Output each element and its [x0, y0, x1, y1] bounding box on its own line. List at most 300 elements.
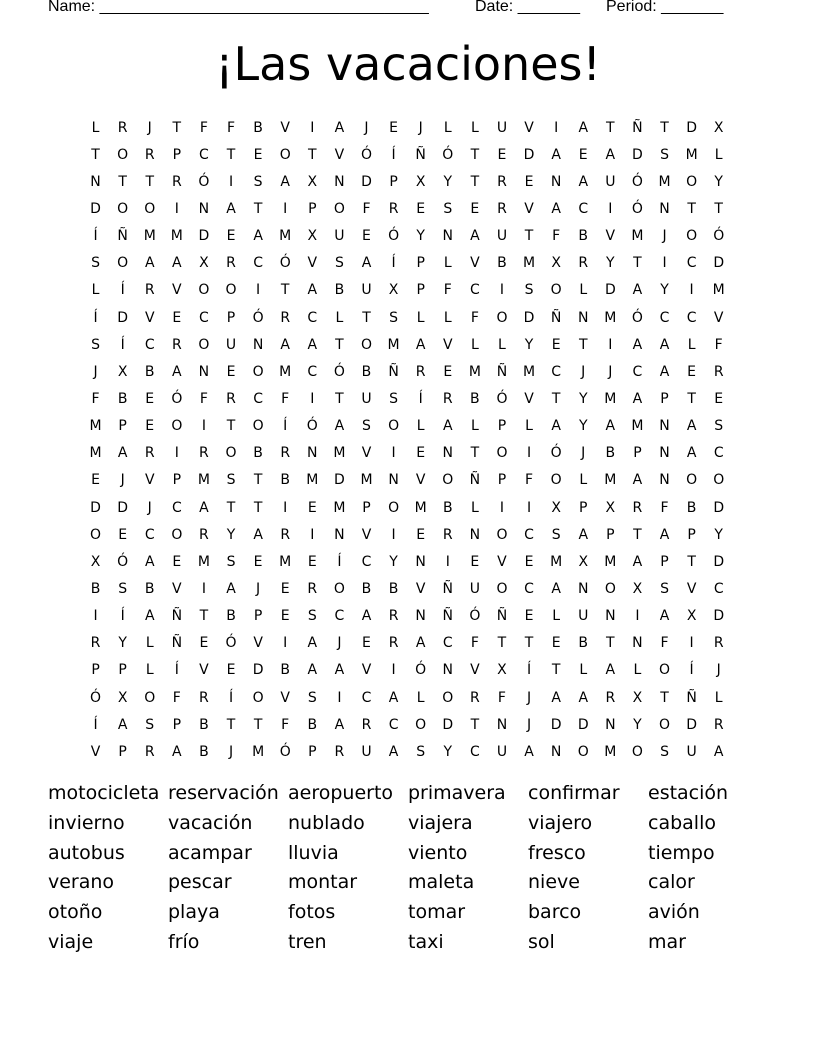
grid-cell[interactable]: N: [334, 173, 345, 190]
grid-cell[interactable]: R: [605, 689, 616, 706]
grid-cell[interactable]: X: [90, 553, 101, 570]
grid-cell[interactable]: A: [144, 553, 155, 570]
grid-cell[interactable]: M: [306, 472, 319, 489]
grid-cell[interactable]: A: [442, 418, 453, 435]
grid-cell[interactable]: T: [578, 336, 588, 353]
grid-cell[interactable]: A: [144, 255, 155, 272]
grid-cell[interactable]: A: [551, 146, 561, 163]
grid-cell[interactable]: A: [632, 336, 643, 353]
grid-cell[interactable]: E: [91, 472, 100, 489]
grid-cell[interactable]: Ó: [198, 173, 210, 190]
grid-cell[interactable]: O: [171, 526, 183, 543]
grid-cell[interactable]: C: [551, 363, 562, 380]
grid-cell[interactable]: B: [470, 390, 480, 407]
grid-cell[interactable]: E: [226, 228, 236, 245]
grid-cell[interactable]: D: [713, 608, 725, 625]
grid-cell[interactable]: V: [470, 662, 480, 679]
grid-cell[interactable]: C: [199, 146, 209, 163]
grid-cell[interactable]: E: [253, 146, 263, 163]
grid-cell[interactable]: V: [307, 255, 318, 272]
grid-cell[interactable]: D: [117, 499, 129, 516]
grid-cell[interactable]: D: [198, 228, 210, 245]
grid-cell[interactable]: F: [443, 282, 452, 299]
grid-cell[interactable]: C: [171, 499, 182, 516]
grid-cell[interactable]: B: [199, 716, 209, 733]
grid-cell[interactable]: M: [468, 363, 481, 380]
grid-cell[interactable]: V: [686, 580, 697, 597]
grid-cell[interactable]: O: [577, 743, 589, 760]
grid-cell[interactable]: Ñ: [415, 146, 426, 163]
grid-cell[interactable]: O: [659, 662, 671, 679]
grid-cell[interactable]: P: [308, 743, 317, 760]
grid-cell[interactable]: R: [415, 363, 426, 380]
grid-cell[interactable]: E: [362, 228, 371, 245]
grid-cell[interactable]: A: [605, 662, 616, 679]
grid-cell[interactable]: L: [552, 608, 561, 625]
grid-cell[interactable]: S: [334, 255, 344, 272]
grid-cell[interactable]: R: [144, 146, 155, 163]
grid-cell[interactable]: X: [415, 173, 426, 190]
grid-cell[interactable]: R: [144, 445, 155, 462]
grid-cell[interactable]: O: [117, 146, 129, 163]
period-field[interactable]: Period: _______: [606, 0, 724, 15]
grid-cell[interactable]: T: [199, 608, 209, 625]
grid-cell[interactable]: Y: [118, 635, 127, 652]
grid-cell[interactable]: V: [442, 336, 453, 353]
grid-cell[interactable]: U: [361, 282, 372, 299]
grid-cell[interactable]: D: [90, 200, 101, 217]
grid-cell[interactable]: L: [416, 418, 425, 435]
grid-cell[interactable]: O: [604, 580, 616, 597]
grid-cell[interactable]: R: [497, 200, 507, 217]
grid-cell[interactable]: P: [118, 743, 127, 760]
grid-cell[interactable]: A: [334, 662, 345, 679]
grid-cell[interactable]: D: [90, 499, 101, 516]
grid-cell[interactable]: I: [499, 282, 505, 299]
grid-cell[interactable]: O: [198, 282, 210, 299]
grid-cell[interactable]: I: [283, 635, 288, 652]
grid-cell[interactable]: N: [577, 309, 589, 326]
grid-cell[interactable]: N: [442, 228, 453, 245]
grid-cell[interactable]: A: [632, 472, 643, 489]
grid-cell[interactable]: Ó: [713, 228, 725, 245]
grid-cell[interactable]: I: [310, 119, 315, 136]
grid-cell[interactable]: F: [362, 200, 371, 217]
grid-cell[interactable]: T: [551, 662, 561, 679]
grid-cell[interactable]: Ñ: [496, 363, 508, 380]
grid-cell[interactable]: M: [279, 228, 292, 245]
grid-cell[interactable]: P: [416, 282, 425, 299]
grid-cell[interactable]: T: [470, 173, 480, 190]
grid-cell[interactable]: Y: [633, 716, 642, 733]
grid-cell[interactable]: E: [524, 173, 534, 190]
grid-cell[interactable]: N: [442, 445, 453, 462]
grid-cell[interactable]: J: [147, 499, 152, 516]
grid-cell[interactable]: M: [279, 363, 292, 380]
grid-cell[interactable]: U: [578, 608, 589, 625]
grid-cell[interactable]: A: [551, 200, 561, 217]
grid-cell[interactable]: E: [172, 309, 182, 326]
grid-cell[interactable]: C: [253, 390, 263, 407]
grid-cell[interactable]: D: [117, 309, 129, 326]
grid-cell[interactable]: T: [687, 553, 696, 570]
grid-cell[interactable]: V: [144, 472, 155, 489]
grid-cell[interactable]: Í: [228, 689, 234, 706]
grid-cell[interactable]: A: [686, 418, 697, 435]
grid-cell[interactable]: A: [226, 580, 236, 597]
grid-cell[interactable]: T: [606, 119, 615, 136]
grid-cell[interactable]: A: [605, 146, 616, 163]
grid-cell[interactable]: Í: [391, 146, 396, 163]
grid-cell[interactable]: Í: [93, 309, 98, 326]
grid-cell[interactable]: E: [551, 635, 561, 652]
grid-cell[interactable]: P: [118, 662, 127, 679]
grid-cell[interactable]: B: [361, 580, 372, 597]
grid-cell[interactable]: A: [280, 173, 290, 190]
grid-cell[interactable]: M: [414, 499, 427, 516]
grid-cell[interactable]: U: [225, 336, 237, 353]
grid-cell[interactable]: E: [145, 418, 155, 435]
grid-cell[interactable]: J: [716, 662, 721, 679]
grid-cell[interactable]: S: [226, 553, 236, 570]
grid-cell[interactable]: N: [605, 608, 616, 625]
grid-cell[interactable]: T: [253, 472, 263, 489]
grid-cell[interactable]: T: [470, 146, 480, 163]
grid-cell[interactable]: R: [713, 716, 724, 733]
grid-cell[interactable]: A: [551, 418, 561, 435]
grid-cell[interactable]: M: [604, 472, 617, 489]
grid-cell[interactable]: P: [308, 200, 317, 217]
grid-cell[interactable]: C: [253, 255, 263, 272]
grid-cell[interactable]: T: [335, 390, 344, 407]
grid-cell[interactable]: R: [334, 743, 345, 760]
grid-cell[interactable]: I: [201, 580, 206, 597]
grid-cell[interactable]: T: [253, 716, 263, 733]
grid-cell[interactable]: T: [714, 200, 723, 217]
grid-cell[interactable]: X: [117, 363, 128, 380]
grid-cell[interactable]: A: [632, 282, 643, 299]
grid-cell[interactable]: Y: [443, 173, 453, 190]
grid-cell[interactable]: E: [416, 445, 426, 462]
grid-cell[interactable]: V: [415, 472, 426, 489]
grid-cell[interactable]: T: [687, 200, 696, 217]
grid-cell[interactable]: V: [144, 309, 155, 326]
grid-cell[interactable]: N: [659, 445, 670, 462]
grid-cell[interactable]: V: [253, 635, 263, 652]
grid-cell[interactable]: E: [443, 363, 453, 380]
grid-cell[interactable]: E: [226, 363, 236, 380]
grid-cell[interactable]: O: [388, 499, 400, 516]
grid-cell[interactable]: A: [415, 336, 426, 353]
grid-cell[interactable]: E: [416, 200, 426, 217]
grid-cell[interactable]: L: [714, 689, 723, 706]
grid-cell[interactable]: F: [660, 635, 669, 652]
grid-cell[interactable]: V: [713, 309, 724, 326]
grid-cell[interactable]: I: [689, 282, 694, 299]
grid-cell[interactable]: S: [362, 418, 371, 435]
grid-cell[interactable]: B: [253, 445, 263, 462]
grid-cell[interactable]: L: [579, 282, 588, 299]
grid-cell[interactable]: E: [551, 336, 561, 353]
grid-cell[interactable]: I: [93, 608, 98, 625]
grid-cell[interactable]: L: [91, 282, 100, 299]
grid-cell[interactable]: F: [660, 499, 669, 516]
grid-cell[interactable]: V: [361, 662, 372, 679]
grid-cell[interactable]: V: [90, 743, 101, 760]
grid-cell[interactable]: O: [117, 200, 129, 217]
grid-cell[interactable]: A: [307, 336, 318, 353]
grid-cell[interactable]: R: [632, 499, 643, 516]
grid-cell[interactable]: R: [713, 363, 724, 380]
grid-cell[interactable]: E: [362, 635, 371, 652]
grid-cell[interactable]: T: [633, 255, 642, 272]
grid-cell[interactable]: T: [687, 390, 696, 407]
grid-cell[interactable]: T: [524, 228, 534, 245]
grid-cell[interactable]: M: [631, 418, 644, 435]
grid-cell[interactable]: J: [418, 119, 423, 136]
grid-cell[interactable]: A: [415, 635, 426, 652]
grid-cell[interactable]: O: [360, 336, 372, 353]
grid-cell[interactable]: Y: [226, 526, 236, 543]
grid-cell[interactable]: P: [497, 418, 507, 435]
grid-cell[interactable]: I: [174, 445, 179, 462]
grid-cell[interactable]: U: [361, 390, 372, 407]
grid-cell[interactable]: F: [281, 390, 290, 407]
grid-cell[interactable]: Ñ: [442, 580, 453, 597]
grid-cell[interactable]: Ñ: [388, 363, 399, 380]
grid-cell[interactable]: T: [660, 119, 669, 136]
grid-cell[interactable]: V: [172, 580, 182, 597]
grid-cell[interactable]: O: [415, 716, 427, 733]
grid-cell[interactable]: A: [686, 445, 697, 462]
grid-cell[interactable]: B: [686, 499, 697, 516]
grid-cell[interactable]: O: [659, 716, 671, 733]
grid-cell[interactable]: L: [633, 662, 642, 679]
grid-cell[interactable]: Ó: [306, 418, 318, 435]
grid-cell[interactable]: E: [199, 635, 209, 652]
grid-cell[interactable]: V: [334, 146, 345, 163]
grid-cell[interactable]: P: [226, 309, 236, 326]
grid-cell[interactable]: A: [524, 743, 534, 760]
grid-cell[interactable]: O: [252, 689, 264, 706]
grid-cell[interactable]: N: [469, 526, 481, 543]
grid-cell[interactable]: T: [633, 526, 642, 543]
grid-cell[interactable]: D: [361, 173, 372, 190]
grid-cell[interactable]: A: [578, 689, 589, 706]
grid-cell[interactable]: D: [334, 472, 345, 489]
grid-cell[interactable]: D: [523, 146, 535, 163]
grid-cell[interactable]: B: [117, 390, 128, 407]
grid-cell[interactable]: Í: [93, 716, 98, 733]
grid-cell[interactable]: A: [605, 418, 616, 435]
grid-cell[interactable]: M: [523, 363, 536, 380]
grid-cell[interactable]: E: [497, 146, 507, 163]
grid-cell[interactable]: V: [280, 689, 290, 706]
grid-cell[interactable]: B: [388, 580, 399, 597]
grid-cell[interactable]: J: [147, 119, 152, 136]
grid-cell[interactable]: E: [416, 526, 426, 543]
grid-cell[interactable]: A: [172, 255, 182, 272]
grid-cell[interactable]: V: [497, 553, 507, 570]
grid-cell[interactable]: T: [172, 119, 182, 136]
grid-cell[interactable]: M: [712, 282, 725, 299]
grid-cell[interactable]: S: [118, 580, 128, 597]
grid-cell[interactable]: T: [226, 146, 236, 163]
grid-cell[interactable]: P: [172, 716, 182, 733]
grid-cell[interactable]: F: [552, 228, 561, 245]
grid-cell[interactable]: X: [117, 689, 128, 706]
grid-cell[interactable]: S: [389, 390, 399, 407]
grid-cell[interactable]: D: [550, 716, 562, 733]
grid-cell[interactable]: U: [334, 228, 345, 245]
grid-cell[interactable]: D: [442, 716, 454, 733]
grid-cell[interactable]: L: [579, 662, 588, 679]
grid-cell[interactable]: L: [470, 418, 479, 435]
grid-cell[interactable]: P: [633, 445, 642, 462]
grid-cell[interactable]: Y: [416, 228, 425, 245]
grid-cell[interactable]: V: [280, 119, 290, 136]
grid-cell[interactable]: P: [606, 526, 615, 543]
grid-cell[interactable]: S: [91, 336, 100, 353]
grid-cell[interactable]: I: [391, 445, 396, 462]
grid-cell[interactable]: O: [631, 743, 643, 760]
grid-cell[interactable]: B: [361, 363, 372, 380]
grid-cell[interactable]: E: [578, 146, 588, 163]
grid-cell[interactable]: V: [524, 119, 534, 136]
grid-cell[interactable]: O: [496, 580, 508, 597]
grid-cell[interactable]: M: [604, 390, 617, 407]
grid-cell[interactable]: T: [226, 716, 236, 733]
grid-cell[interactable]: Ó: [279, 255, 291, 272]
grid-cell[interactable]: A: [117, 716, 128, 733]
grid-cell[interactable]: T: [362, 309, 371, 326]
grid-cell[interactable]: S: [226, 472, 236, 489]
grid-cell[interactable]: P: [91, 662, 100, 679]
grid-cell[interactable]: A: [172, 363, 182, 380]
grid-cell[interactable]: I: [526, 499, 532, 516]
grid-cell[interactable]: R: [199, 526, 209, 543]
grid-cell[interactable]: N: [496, 716, 508, 733]
grid-cell[interactable]: A: [253, 526, 263, 543]
grid-cell[interactable]: I: [283, 499, 288, 516]
grid-cell[interactable]: O: [496, 526, 508, 543]
grid-cell[interactable]: S: [443, 200, 453, 217]
grid-cell[interactable]: S: [145, 716, 155, 733]
grid-cell[interactable]: Ó: [171, 390, 183, 407]
grid-cell[interactable]: T: [253, 499, 263, 516]
grid-cell[interactable]: L: [443, 255, 452, 272]
grid-cell[interactable]: I: [689, 635, 694, 652]
grid-cell[interactable]: V: [470, 255, 480, 272]
grid-cell[interactable]: R: [199, 445, 209, 462]
grid-cell[interactable]: C: [361, 689, 372, 706]
grid-cell[interactable]: B: [578, 228, 589, 245]
grid-cell[interactable]: M: [170, 228, 183, 245]
grid-cell[interactable]: Í: [391, 255, 396, 272]
grid-cell[interactable]: I: [608, 200, 613, 217]
grid-cell[interactable]: J: [93, 363, 98, 380]
grid-cell[interactable]: F: [226, 119, 236, 136]
grid-cell[interactable]: N: [388, 472, 399, 489]
grid-cell[interactable]: C: [524, 526, 534, 543]
grid-cell[interactable]: Y: [714, 526, 723, 543]
grid-cell[interactable]: T: [145, 173, 155, 190]
grid-cell[interactable]: U: [469, 580, 480, 597]
grid-cell[interactable]: I: [201, 418, 206, 435]
grid-cell[interactable]: Y: [443, 743, 453, 760]
grid-cell[interactable]: E: [307, 553, 317, 570]
grid-cell[interactable]: Ó: [631, 200, 643, 217]
grid-cell[interactable]: O: [171, 418, 183, 435]
grid-cell[interactable]: I: [256, 282, 261, 299]
grid-cell[interactable]: R: [469, 689, 480, 706]
grid-cell[interactable]: D: [604, 282, 616, 299]
grid-cell[interactable]: C: [144, 526, 155, 543]
grid-cell[interactable]: Ó: [90, 689, 102, 706]
grid-cell[interactable]: B: [199, 743, 209, 760]
grid-cell[interactable]: S: [253, 173, 263, 190]
grid-cell[interactable]: U: [361, 743, 372, 760]
grid-cell[interactable]: O: [90, 526, 102, 543]
grid-cell[interactable]: O: [686, 173, 698, 190]
grid-cell[interactable]: A: [199, 499, 209, 516]
grid-cell[interactable]: Y: [606, 255, 615, 272]
grid-cell[interactable]: O: [388, 418, 400, 435]
grid-cell[interactable]: P: [497, 472, 507, 489]
grid-cell[interactable]: C: [686, 255, 697, 272]
grid-cell[interactable]: O: [279, 146, 291, 163]
grid-cell[interactable]: R: [442, 526, 453, 543]
grid-cell[interactable]: Ñ: [686, 689, 697, 706]
grid-cell[interactable]: I: [228, 173, 234, 190]
grid-cell[interactable]: L: [470, 119, 479, 136]
grid-cell[interactable]: Y: [389, 553, 398, 570]
grid-cell[interactable]: T: [524, 635, 534, 652]
grid-cell[interactable]: T: [551, 390, 561, 407]
grid-cell[interactable]: L: [687, 336, 696, 353]
grid-cell[interactable]: P: [253, 608, 263, 625]
grid-cell[interactable]: P: [687, 526, 696, 543]
grid-cell[interactable]: D: [523, 309, 535, 326]
grid-cell[interactable]: C: [686, 309, 697, 326]
grid-cell[interactable]: F: [281, 716, 290, 733]
grid-cell[interactable]: B: [307, 716, 318, 733]
grid-cell[interactable]: B: [578, 635, 589, 652]
grid-cell[interactable]: R: [171, 336, 182, 353]
grid-cell[interactable]: B: [144, 580, 155, 597]
grid-cell[interactable]: Í: [174, 662, 179, 679]
grid-cell[interactable]: E: [145, 390, 155, 407]
grid-cell[interactable]: V: [361, 445, 372, 462]
grid-cell[interactable]: X: [713, 119, 724, 136]
grid-cell[interactable]: T: [497, 635, 507, 652]
grid-cell[interactable]: A: [659, 526, 670, 543]
grid-cell[interactable]: Ó: [442, 146, 454, 163]
grid-cell[interactable]: E: [687, 363, 697, 380]
grid-cell[interactable]: R: [280, 309, 291, 326]
grid-cell[interactable]: O: [496, 309, 508, 326]
grid-cell[interactable]: Ñ: [550, 309, 562, 326]
grid-cell[interactable]: S: [660, 146, 669, 163]
grid-cell[interactable]: J: [662, 228, 667, 245]
grid-cell[interactable]: R: [388, 635, 399, 652]
grid-cell[interactable]: T: [335, 336, 344, 353]
grid-cell[interactable]: N: [659, 472, 670, 489]
grid-cell[interactable]: S: [524, 282, 534, 299]
grid-cell[interactable]: E: [524, 553, 534, 570]
grid-cell[interactable]: E: [524, 608, 534, 625]
grid-cell[interactable]: C: [469, 282, 480, 299]
